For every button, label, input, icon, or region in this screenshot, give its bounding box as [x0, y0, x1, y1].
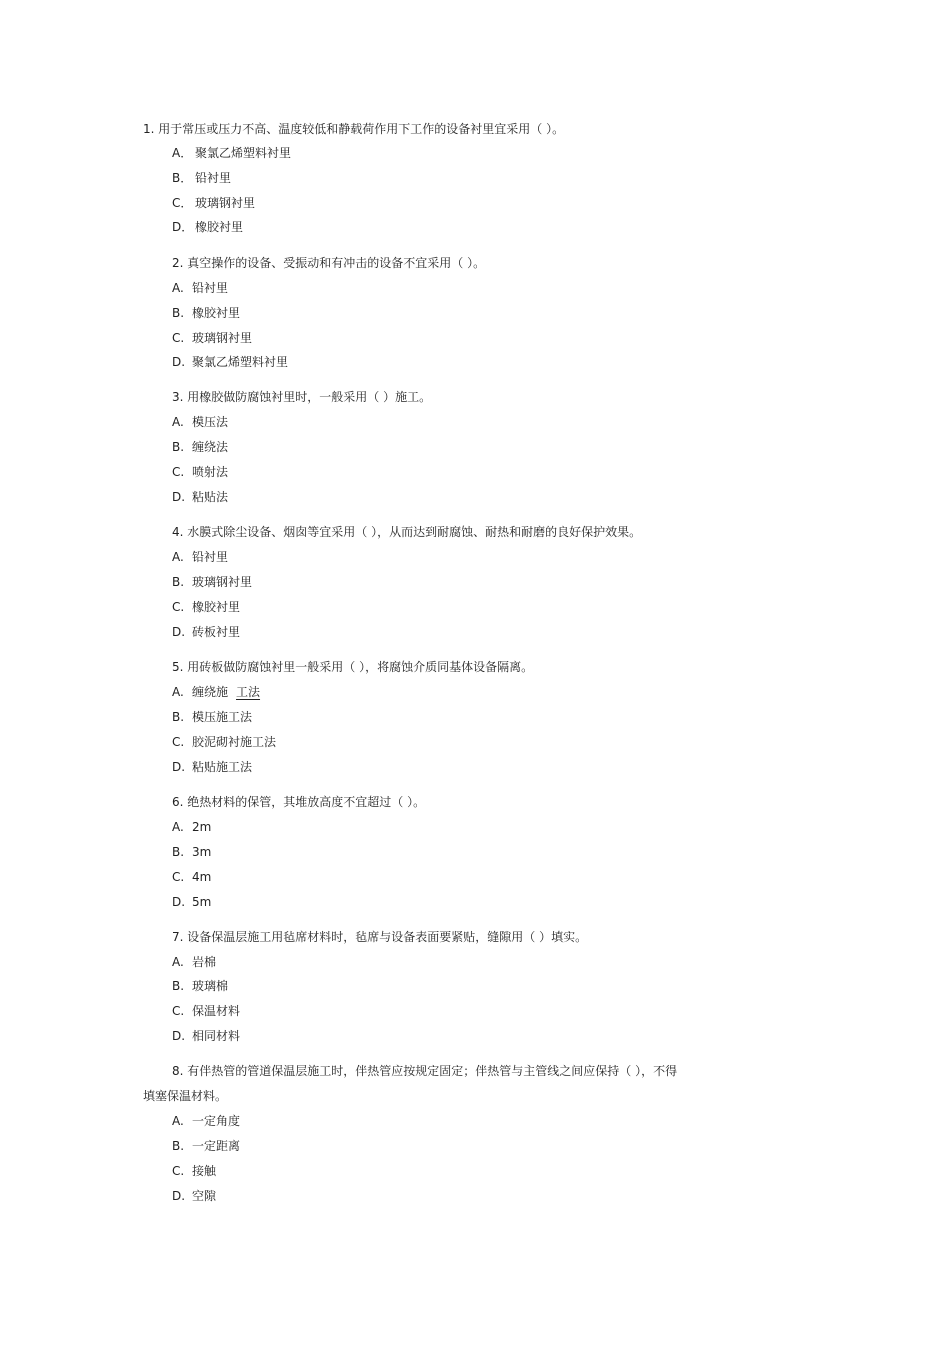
- question-1-option-b: B． 铅衬里: [172, 171, 232, 185]
- question-2-option-b: B. 橡胶衬里: [172, 306, 241, 320]
- question-2-option-c: C. 玻璃钢衬里: [172, 331, 253, 345]
- question-3-stem: 3. 用橡胶做防腐蚀衬里时，一般采用（ ）施工。: [172, 390, 432, 404]
- question-3-option-a: A. 模压法: [172, 415, 229, 429]
- question-8-option-d: D. 空隙: [172, 1189, 217, 1203]
- question-6-option-a: A. 2m: [172, 820, 212, 834]
- question-6-option-c: C. 4m: [172, 870, 212, 884]
- question-5-stem: 5. 用砖板做防腐蚀衬里一般采用（ ），将腐蚀介质同基体设备隔离。: [172, 660, 534, 674]
- question-7-option-a: A. 岩棉: [172, 955, 217, 969]
- question-6-option-d: D. 5m: [172, 895, 212, 909]
- question-7-option-d: D. 相同材料: [172, 1029, 241, 1043]
- question-7-stem: 7. 设备保温层施工用毡席材料时，毡席与设备表面要紧贴，缝隙用（ ）填实。: [172, 930, 588, 944]
- question-2-option-d: D. 聚氯乙烯塑料衬里: [172, 355, 289, 369]
- question-5-option-c: C. 胶泥砌衬施工法: [172, 735, 277, 749]
- question-2-option-a: A. 铅衬里: [172, 281, 229, 295]
- question-6-stem: 6. 绝热材料的保管，其堆放高度不宜超过（ ）。: [172, 795, 426, 809]
- question-4-option-a: A. 铅衬里: [172, 550, 229, 564]
- question-4-option-b: B. 玻璃钢衬里: [172, 575, 253, 589]
- question-4-option-c: C. 橡胶衬里: [172, 600, 241, 614]
- question-6-option-b: B. 3m: [172, 845, 212, 859]
- question-3-option-d: D. 粘贴法: [172, 490, 229, 504]
- question-1-option-d: D． 橡胶衬里: [172, 220, 244, 234]
- question-8-option-c: C. 接触: [172, 1164, 217, 1178]
- question-2-stem: 2. 真空操作的设备、受振动和有冲击的设备不宜采用（ ）。: [172, 256, 486, 270]
- question-8-stem-continued: 填塞保温材料。: [143, 1089, 228, 1103]
- question-8-stem: 8. 有伴热管的管道保温层施工时，伴热管应按规定固定；伴热管与主管线之间应保持（ ），不得: [172, 1064, 678, 1078]
- question-3-option-b: B. 缠绕法: [172, 440, 229, 454]
- question-7-option-c: C. 保温材料: [172, 1004, 241, 1018]
- question-1-option-c: C． 玻璃钢衬里: [172, 196, 256, 210]
- question-8-option-a: A. 一定角度: [172, 1114, 241, 1128]
- question-8-option-b: B. 一定距离: [172, 1139, 241, 1153]
- question-1-stem: 1. 用于常压或压力不高、温度较低和静载荷作用下工作的设备衬里宜采用（ ）。: [143, 122, 565, 136]
- question-5-option-b: B. 模压施工法: [172, 710, 253, 724]
- question-4-stem: 4. 水膜式除尘设备、烟囱等宜采用（ ），从而达到耐腐蚀、耐热和耐磨的良好保护效果。: [172, 525, 642, 539]
- question-7-option-b: B. 玻璃棉: [172, 979, 229, 993]
- underlined-text: 工法: [236, 685, 261, 699]
- question-5-option-a: A. 缠绕施 工法: [172, 685, 261, 699]
- question-3-option-c: C. 喷射法: [172, 465, 229, 479]
- question-1-option-a: A． 聚氯乙烯塑料衬里: [172, 146, 292, 160]
- question-5-option-d: D. 粘贴施工法: [172, 760, 253, 774]
- question-4-option-d: D. 砖板衬里: [172, 625, 241, 639]
